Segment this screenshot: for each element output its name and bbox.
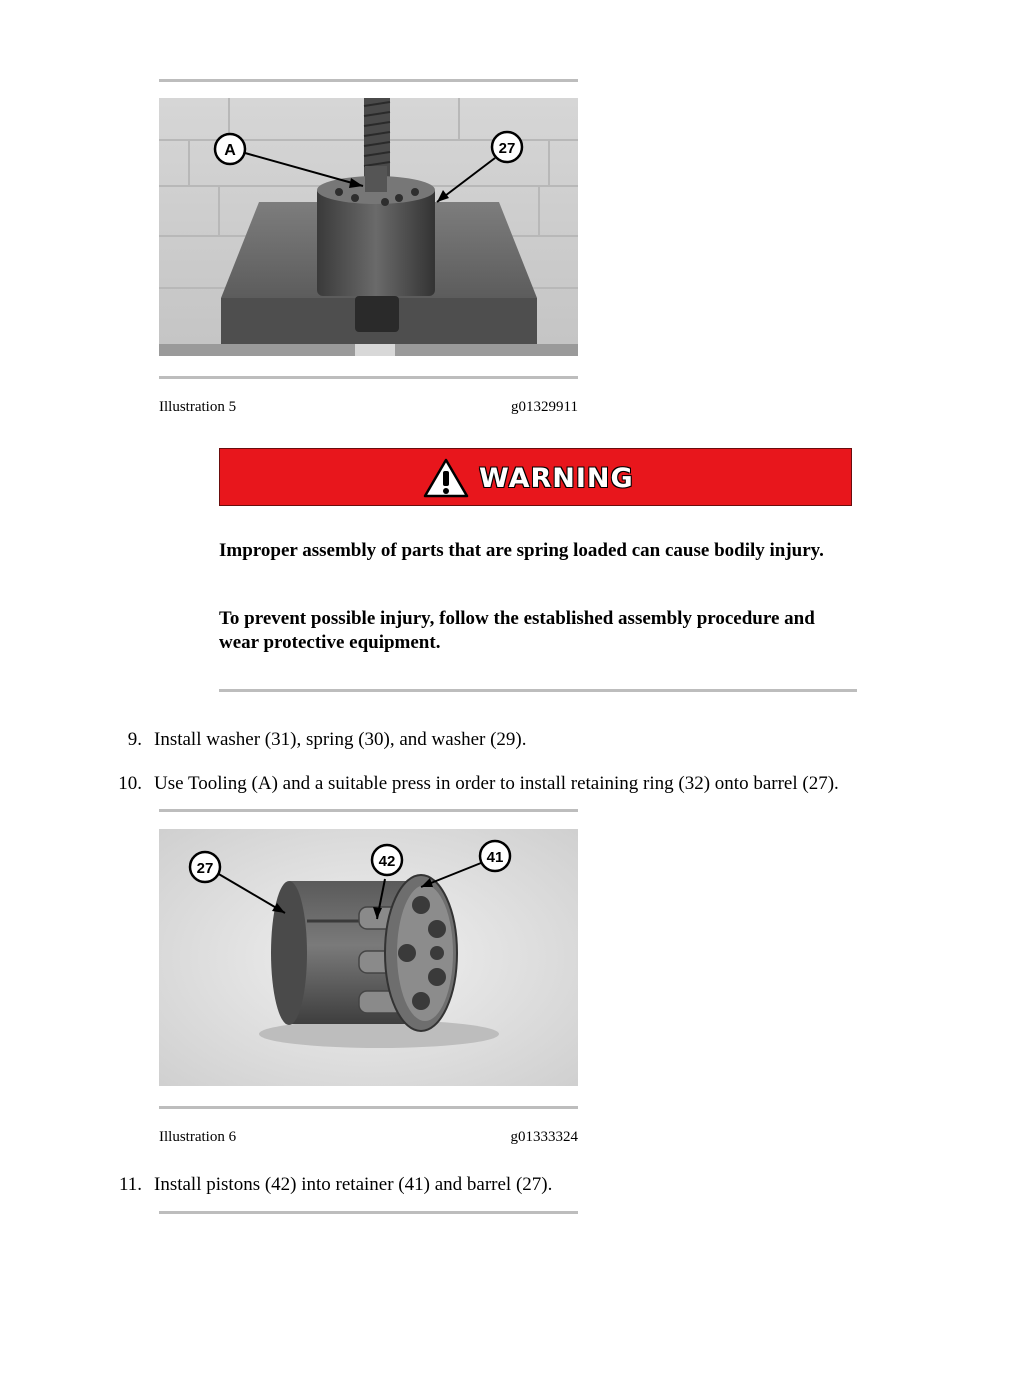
warning-banner: [219, 448, 852, 506]
illustration-6-label: Illustration 6: [159, 1129, 237, 1145]
step-10-text: Use Tooling (A) and a suitable press in order to install retaining ring (32) onto barrel (27).: [154, 773, 839, 794]
illustration-6-top-rule: [159, 809, 578, 812]
illustration-6-photo: [159, 829, 578, 1086]
step-11: [118, 1173, 553, 1197]
illustration-5-ref: g01329911: [511, 399, 578, 415]
illustration-6-ref: g01333324: [510, 1129, 578, 1145]
warning-end-rule: [219, 689, 857, 692]
callout-27-illustration-6: 27: [196, 860, 214, 877]
step-9-text: Install washer (31), spring (30), and washer (29).: [154, 729, 527, 750]
warning-triangle-icon: [423, 458, 469, 498]
illustration-5-rule: [159, 376, 578, 379]
warning-paragraph-2: To prevent possible injury, follow the established assembly procedure and wear protective equipment.: [219, 608, 815, 653]
callout-27: 27: [498, 140, 516, 157]
top-rule: [159, 79, 578, 82]
illustration-6-rule: [159, 1106, 578, 1109]
step-9-number: 9.: [127, 729, 142, 750]
step-9: [127, 728, 527, 752]
step-11-text: Install pistons (42) into retainer (41) and barrel (27).: [154, 1174, 553, 1195]
illustration-5-photo: [159, 98, 578, 356]
warning-title: WARNING: [479, 462, 634, 494]
bottom-rule: [159, 1211, 578, 1214]
callout-a: A: [224, 142, 236, 159]
illustration-5-label: Illustration 5: [159, 399, 237, 415]
warning-paragraph-1: Improper assembly of parts that are spring loaded can cause bodily injury.: [219, 540, 824, 561]
callout-41: 41: [486, 849, 504, 866]
step-10-number: 10.: [118, 773, 142, 794]
step-10: [118, 772, 839, 796]
callout-42: 42: [378, 853, 396, 870]
step-11-number: 11.: [118, 1174, 142, 1195]
